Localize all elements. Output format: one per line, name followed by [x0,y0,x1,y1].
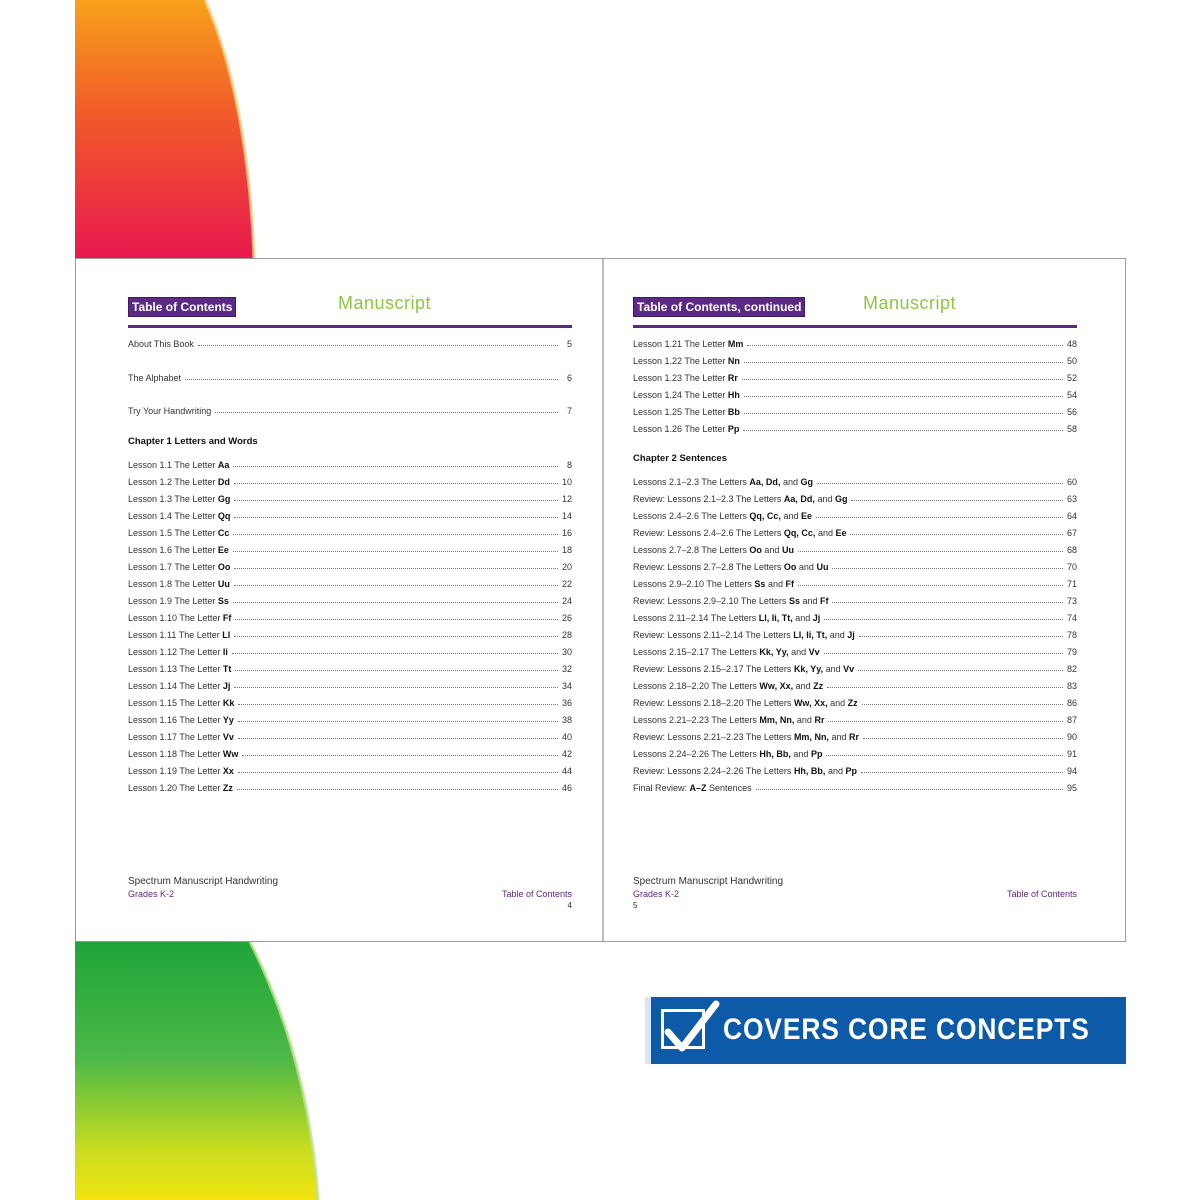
orange-red-swoosh [75,0,254,258]
toc-entry: Lesson 1.9 The Letter Ss 24 [128,596,572,606]
toc-entry: Lesson 1.20 The Letter Zz 46 [128,783,572,793]
left-page-header [128,293,572,328]
toc-entry: Final Review: A–Z Sentences 95 [633,783,1077,793]
toc-entry: Lesson 1.4 The Letter Qq 14 [128,511,572,521]
left-page [128,259,572,941]
green-yellow-swoosh [75,942,318,1200]
book-spread [75,258,1126,942]
chapter-heading: Chapter 1 Letters and Words [128,436,258,447]
right-page-header [633,293,1077,328]
section-label: Manuscript [338,293,432,313]
toc-entry: Review: Lessons 2.18–2.20 The Letters Ww, Xx, and Zz 86 [633,698,1077,708]
toc-entry: Lesson 1.17 The Letter Vv 40 [128,732,572,742]
toc-entry: Lessons 2.11–2.14 The Letters Ll, Ii, Tt, and Jj 74 [633,613,1077,623]
section-label: Manuscript [863,293,957,313]
toc-entry: Review: Lessons 2.15–2.17 The Letters Kk, Yy, and Vv 82 [633,664,1077,674]
toc-entry: Lesson 1.19 The Letter Xx 44 [128,766,572,776]
toc-entry: Lesson 1.26 The Letter Pp 58 [633,424,1077,434]
toc-entry: Lessons 2.1–2.3 The Letters Aa, Dd, and Gg 60 [633,477,1077,487]
footer-section: Table of Contents [501,889,572,899]
toc-entry: Lesson 1.8 The Letter Uu 22 [128,579,572,589]
toc-entry: Lesson 1.11 The Letter Ll 28 [128,630,572,640]
toc-entry: Lessons 2.9–2.10 The Letters Ss and Ff 71 [633,579,1077,589]
page-number: 5 [633,901,638,910]
toc-entry: Review: Lessons 2.7–2.8 The Letters Oo and Uu 70 [633,562,1077,572]
toc-entry: Try Your Handwriting 7 [128,406,572,416]
footer-grades: Grades K-2 [128,889,175,899]
footer-title: Spectrum Manuscript Handwriting [633,876,784,887]
toc-entry: Lesson 1.1 The Letter Aa 8 [128,460,572,470]
toc-entry: Lessons 2.24–2.26 The Letters Hh, Bb, and Pp 91 [633,749,1077,759]
chapter-heading: Chapter 2 Sentences [633,453,727,464]
toc-entry: The Alphabet 6 [128,373,572,383]
toc-entry: Review: Lessons 2.4–2.6 The Letters Qq, Cc, and Ee 67 [633,528,1077,538]
footer-section: Table of Contents [1006,889,1077,899]
toc-entry: Review: Lessons 2.1–2.3 The Letters Aa, Dd, and Gg 63 [633,494,1077,504]
footer-title: Spectrum Manuscript Handwriting [128,876,279,887]
toc-entry: Lesson 1.21 The Letter Mm 48 [633,339,1077,349]
toc-entry: Lessons 2.7–2.8 The Letters Oo and Uu 68 [633,545,1077,555]
toc-entry: Lesson 1.10 The Letter Ff 26 [128,613,572,623]
toc-entry: Review: Lessons 2.24–2.26 The Letters Hh, Bb, and Pp 94 [633,766,1077,776]
toc-entry: Lesson 1.18 The Letter Ww 42 [128,749,572,759]
page-gutter [602,259,604,941]
right-page [633,259,1077,941]
toc-entry: Lesson 1.22 The Letter Nn 50 [633,356,1077,366]
toc-entry: Lesson 1.6 The Letter Ee 18 [128,545,572,555]
footer-grades: Grades K-2 [633,889,680,899]
toc-entry: Lesson 1.25 The Letter Bb 56 [633,407,1077,417]
toc-badge: Table of Contents [128,297,236,317]
toc-entry: Lesson 1.12 The Letter Ii 30 [128,647,572,657]
toc-entry: Lesson 1.24 The Letter Hh 54 [633,390,1077,400]
toc-entry: Lessons 2.4–2.6 The Letters Qq, Cc, and Ee 64 [633,511,1077,521]
banner-text: COVERS CORE CONCEPTS [723,1013,1090,1046]
checkbox-check-icon [661,1009,705,1049]
toc-entry: Lesson 1.2 The Letter Dd 10 [128,477,572,487]
toc-entry: Lesson 1.3 The Letter Gg 12 [128,494,572,504]
toc-entry: Lesson 1.23 The Letter Rr 52 [633,373,1077,383]
toc-entry: Review: Lessons 2.9–2.10 The Letters Ss and Ff 73 [633,596,1077,606]
toc-entry: Lesson 1.5 The Letter Cc 16 [128,528,572,538]
toc-entry: Lessons 2.18–2.20 The Letters Ww, Xx, and Zz 83 [633,681,1077,691]
toc-entry: Review: Lessons 2.21–2.23 The Letters Mm, Nn, and Rr 90 [633,732,1077,742]
toc-entry: Review: Lessons 2.11–2.14 The Letters Ll, Ii, Tt, and Jj 78 [633,630,1077,640]
page-number: 4 [567,901,572,910]
toc-entry: Lessons 2.15–2.17 The Letters Kk, Yy, and Vv 79 [633,647,1077,657]
toc-entry: About This Book 5 [128,339,572,349]
toc-entry: Lessons 2.21–2.23 The Letters Mm, Nn, and Rr 87 [633,715,1077,725]
covers-core-concepts-banner [645,997,1126,1064]
toc-entry: Lesson 1.15 The Letter Kk 36 [128,698,572,708]
toc-entry: Lesson 1.16 The Letter Yy 38 [128,715,572,725]
toc-entry: Lesson 1.7 The Letter Oo 20 [128,562,572,572]
toc-entry: Lesson 1.13 The Letter Tt 32 [128,664,572,674]
toc-badge: Table of Contents, continued [633,297,805,317]
toc-entry: Lesson 1.14 The Letter Jj 34 [128,681,572,691]
